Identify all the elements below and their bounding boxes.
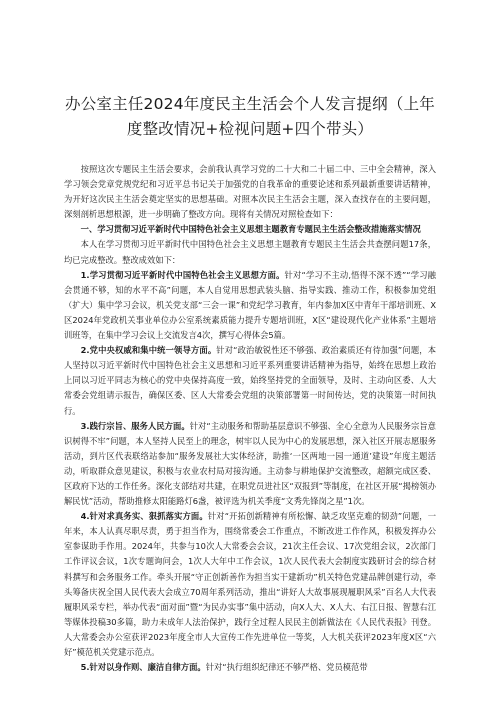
numbered-paragraph <box>64 660 436 675</box>
paragraph-text: 针对“政治敏锐性还不够强、政治素质还有待加强”问题，本人坚持以习近平新时代中国特色社会主义思想和习近平系列重要讲话精神为指导，始终在思想上政治上同以习近平同志为核心的党中央保持高度一致，始终坚持党的全面领导，及时、主动向区委、人大常委会党组请示报告，确保区委、区人大常委会党组的决策部署第一时间传达，党的决策第一时间执行。 <box>64 345 436 416</box>
paragraph-text: 针对“主动服务和帮助基层意识不够强、全心全意为人民服务宗旨意识树得不牢”问题，本人坚持人民至上的理念，树牢以人民为中心的发展思想，深入社区开展志愿服务活动，到片区代表联络站参加“服务发展社大实体经济，助推‘一区两地一园一通道’建设”年度主题活动，听取群众意见建议，积极与农业农村局对接沟通。主动参与耕地保护交流整改，超额完成区委、区政府下达的工作任务。深化支部结对共建，在职党员进社区“双报到”等制度，在社区开展“揭榜领办解民忧”活动，帮助推修太阳能路灯6盏，被评选为机关季度“文秀先锋岗之星”1次。 <box>64 420 436 507</box>
paragraph-lead: 3.践行宗旨、服务人民方面。 <box>80 420 190 431</box>
section-heading: 一、学习贯彻习近平新时代中国特色社会主义思想主题教育专题民主生活会整改措施落实情况 <box>80 224 421 235</box>
numbered-paragraph <box>64 419 436 510</box>
paragraph-text: 针对“开拓创新精神有所松懈、缺乏攻坚克难的韧劲”问题，一年来，本人认真尽职尽责，勇于担当作为，围绕常委会工作重点，不断改进工作作风，积极发挥办公室参谋助手作用。2024年，共参与10次人大常委会会议，21次主任会议、17次党组会议，2次部门工作评议会议，1次专题询问会，1次人大年中工作会议，1次人民代表大会制度实践研讨会的综合材料撰写和会务服务工作。牵头开展“守正创新善作为担当实干建新功”机关特色党建品牌创建行动，牵头筹备庆祝全国人民代表大会成立70周年系列活动，推出“讲好人大故事展现履职风采”百名人大代表履职风采专栏，举办代表“面对面”暨“为民办实事”集中活动，向X人大、X人大、右江日报、智慧右江等媒体投稿30多篇，助力未成年人法治保护，践行全过程人民民主创新做法在《人民代表报》刊登。人大常委会办公室获评2023年度全市人大宣传工作先进单位一等奖，人大机关获评2023年度X区“六好”模范机关党建示范点。 <box>64 511 436 657</box>
paragraph-lead: 1.学习贯彻习近平新时代中国特色社会主义思想方面。 <box>80 269 285 280</box>
numbered-paragraph <box>64 509 436 660</box>
paragraph-lead: 5.针对以身作则、廉洁自律方面。 <box>80 662 206 673</box>
paragraph-text: 针对“执行组织纪律还不够严格、党员模范带 <box>205 662 368 673</box>
body-paragraph: 按照这次专题民主生活会要求，会前我认真学习党的二十大和二十届二中、三中全会精神，深入学习领会党章党规党纪和习近平总书记关于加强党的自我革命的重要论述和系列最新重要讲话精神，为开好这次民主生活会奠定坚实的思想基础。对照本次民主生活会主题，深入查找存在的主要问题，深刻剖析思想根源，进一步明确了整改方向。现将有关情况对照检查如下： <box>64 164 436 220</box>
paragraph-lead: 4.针对求真务实、狠抓落实方面。 <box>80 511 208 522</box>
document-title: 办公室主任2024年度民主生活会个人发言提纲（上年度整改情况+检视问题+四个带头） <box>65 95 435 138</box>
paragraph-text: 针对“学习不主动,悟得不深不透”“学习融会贯通不够，知的水平不高”问题，本人自觉用思想武装头脑、指导实践、推动工作，积极参加党组（扩大）集中学习会议，机关党支部“三会一课”和党纪学习教育，年内参加X区中青年干部培训班、X区2024年党政机关事业单位办公室系统素质能力提升专题培训班，X区“建设现代化产业体系”主题培训班等，在集中学习会议上交流发言4次，撰写心得体会5篇。 <box>64 269 436 341</box>
paragraph-lead: 2.党中央权威和集中统一领导方面。 <box>80 345 217 356</box>
body-paragraph: 本人在学习贯彻习近平新时代中国特色社会主义思想主题教育专题民主生活会共查摆问题17条，均已完成整改。整改成效如下： <box>64 239 436 265</box>
document-body <box>64 162 436 675</box>
numbered-paragraph <box>64 343 436 418</box>
numbered-paragraph <box>64 268 436 343</box>
